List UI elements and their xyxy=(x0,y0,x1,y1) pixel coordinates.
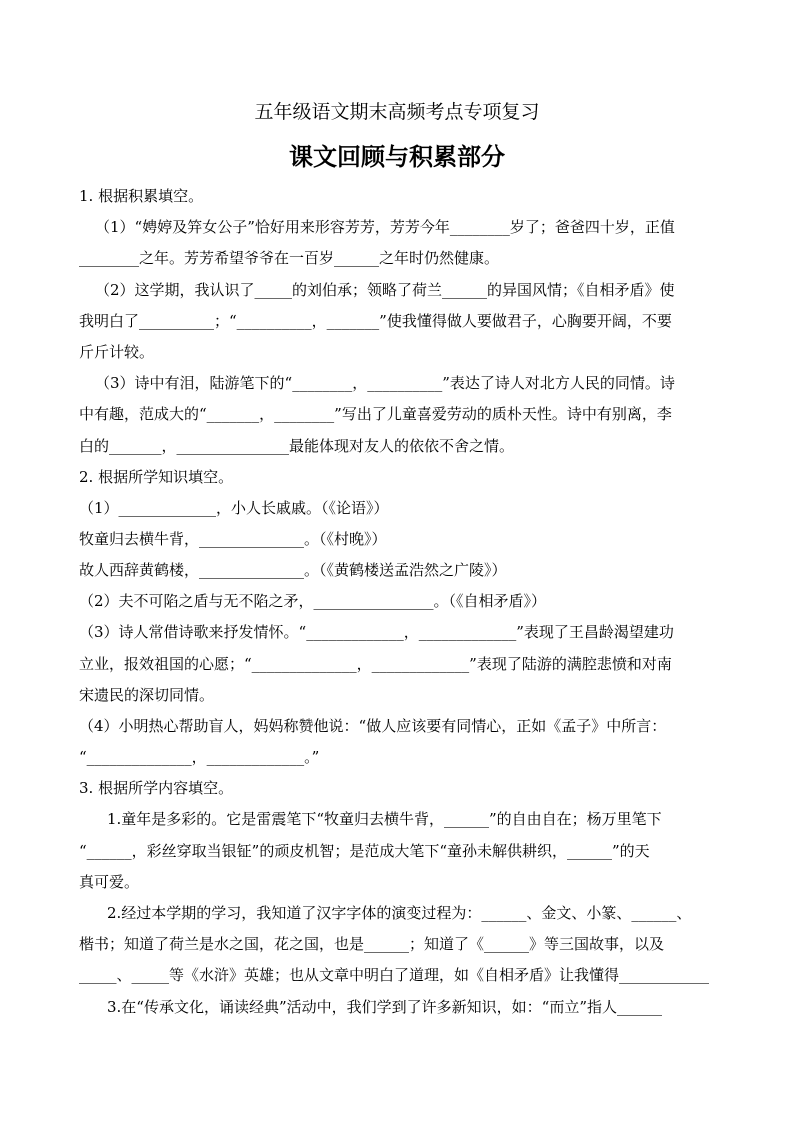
question-2-heading: 2. 根据所学知识填空。 xyxy=(79,468,234,486)
page-subtitle: 课文回顾与积累部分 xyxy=(289,142,505,171)
q2-3-line-1: （3）诗人常借诗歌来抒发情怀。“_____________，_____________”表现了王昌龄渴望建功 xyxy=(79,623,674,641)
q1-1-line-1: （1）“娉婷及笄女公子”恰好用来形容芳芳，芳芳今年________岁了；爸爸四十岁，正值 xyxy=(95,218,675,236)
q2-2-line-1: （2）夫不可陷之盾与无不陷之矛，________________。（《自相矛盾》） xyxy=(79,592,547,610)
q1-2-line-1: （2）这学期，我认识了_____的刘伯承；领略了荷兰______的异国风情；《自相矛盾》使 xyxy=(95,281,675,299)
q1-3-line-1: （3）诗中有泪，陆游笔下的“________，__________”表达了诗人对北方人民的同情。诗 xyxy=(95,374,675,392)
q3-1-line-3: 真可爱。 xyxy=(79,873,140,891)
q3-2-line-1: 2.经过本学期的学习，我知道了汉字字体的演变过程为：______、金文、小篆、______、 xyxy=(107,904,692,922)
q1-2-line-3: 斤斤计较。 xyxy=(79,343,155,361)
q2-4-line-2: “______________，_____________。” xyxy=(79,748,320,766)
q3-2-line-3: _____、_____等《水浒》英雄；也从文章中明白了道理，如《自相矛盾》让我懂得____________ xyxy=(79,966,710,984)
q3-1-line-1: 1.童年是多彩的。它是雷震笔下“牧童归去横牛背，______”的自由自在；杨万里笔下 xyxy=(107,810,662,828)
question-3-heading: 3. 根据所学内容填空。 xyxy=(79,779,234,797)
page-title: 五年级语文期末高频考点专项复习 xyxy=(254,101,540,123)
q3-1-line-2: “______，彩丝穿取当银钲”的顽皮机智；是范成大笔下“童孙未解供耕织，______”的天 xyxy=(79,842,650,860)
q1-1-line-2: ________之年。芳芳希望爷爷在一百岁______之年时仍然健康。 xyxy=(79,249,500,267)
q3-2-line-2: 楷书；知道了荷兰是水之国，花之国，也是______；知道了《______》等三国故事，以及 xyxy=(79,935,665,953)
q1-2-line-2: 我明白了__________；“__________，_______”使我懂得做人要做君子，心胸要开阔，不要 xyxy=(79,312,672,330)
q2-4-line-1: （4）小明热心帮助盲人，妈妈称赞他说：“做人应该要有同情心，正如《孟子》中所言： xyxy=(79,717,667,735)
q2-1-line-3: 故人西辞黄鹤楼，______________。（《黄鹤楼送孟浩然之广陵》） xyxy=(79,561,507,579)
q2-3-line-2: 立业，报效祖国的心愿；“______________，_____________”表现了陆游的满腔悲愤和对南 xyxy=(79,655,672,673)
q1-3-line-2: 中有趣，范成大的“_______，________”写出了儿童喜爱劳动的质朴天性。诗中有别离，李 xyxy=(79,405,672,423)
q2-1-line-2: 牧童归去横牛背，______________。（《村晚》） xyxy=(79,530,387,548)
q2-3-line-3: 宋遗民的深切同情。 xyxy=(79,686,215,704)
q1-3-line-3: 白的_______，_______________最能体现对友人的依依不舍之情。 xyxy=(79,437,515,455)
question-1-heading: 1. 根据积累填空。 xyxy=(79,187,204,205)
q2-1-line-1: （1）_____________，小人长戚戚。（《论语》） xyxy=(79,499,389,517)
q3-3-line-1: 3.在“传承文化，诵读经典”活动中，我们学到了许多新知识，如：“而立”指人______ xyxy=(107,998,662,1016)
